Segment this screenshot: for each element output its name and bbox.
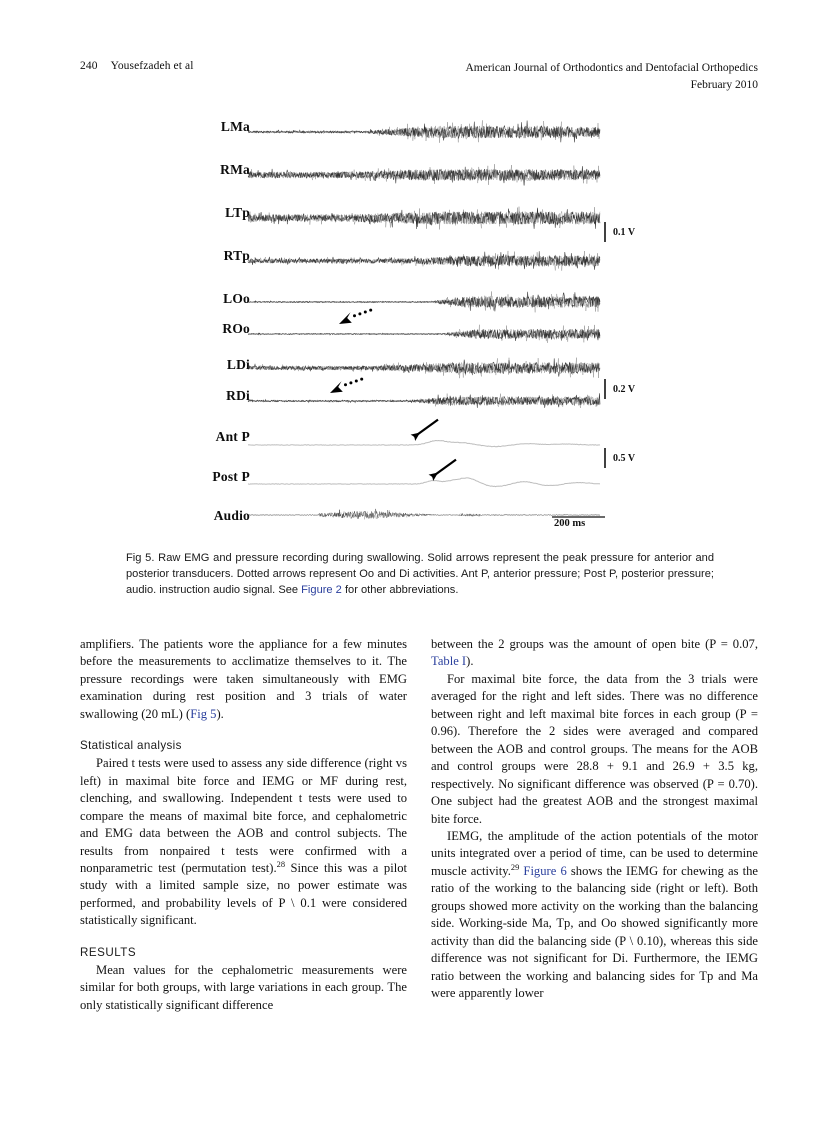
- figure-number: Fig 5.: [126, 552, 155, 564]
- caption-link-figure-2[interactable]: Figure 2: [301, 584, 342, 597]
- paragraph-continued-end: ).: [216, 706, 224, 721]
- issue-date: February 2010: [690, 79, 758, 91]
- right-column: [431, 636, 758, 1003]
- channel-label-audio: Audio: [213, 508, 250, 523]
- emg-recording-plot: [80, 112, 758, 532]
- journal-title: American Journal of Orthodontics and Dentofacial Orthopedics: [465, 62, 758, 74]
- caption-text-part2: for other abbreviations.: [341, 584, 459, 597]
- paragraph-continued: [80, 636, 407, 723]
- channel-label-rma: RMa: [220, 162, 250, 177]
- paragraph-bite-force: For maximal bite force, the data from the 3 trials were averaged for the right and left sides. There was no difference between right and left maximal bite forces in each group (P = 0.96). Therefore the 2 sides were averaged and compared between the AOB and control groups. The means for the AOB and control groups were 28.8 + 9.1 and 26.9 + 3.5 kg, respectively. No significant difference was observed (P = 0.70). One subject had the greatest AOB and the strongest maximal bite force.: [431, 671, 758, 826]
- channel-label-rtp: RTp: [223, 248, 250, 263]
- caption-text-part1: Raw EMG and pressure recording during swallowing. Solid arrows represent the peak pressure for anterior and posterior transducers. Dotted arrows represent Oo and Di activities. Ant P, anterior pressure; Post P, posterior pressure; audio. instruction audio signal. See: [126, 552, 714, 597]
- time-scale-label: 200 ms: [554, 518, 586, 529]
- figure-5: [80, 112, 758, 532]
- figure-caption: [126, 550, 714, 598]
- channel-label-lma: LMa: [220, 119, 250, 134]
- stats-text-b: Since this was a pilot study with a limited sample size, no power estimate was performed, and probability levels of P \ 0.1 were considered statistically significant.: [80, 860, 407, 928]
- voltage-scale-label-0-5v: 0.5 V: [613, 453, 636, 464]
- channel-label-loo: LOo: [223, 291, 250, 306]
- channel-label-ldi: LDi: [226, 357, 250, 372]
- paragraph-statistical-analysis: [80, 755, 407, 930]
- running-head-authors: Yousefzadeh et al: [110, 60, 194, 72]
- channel-label-rdi: RDi: [226, 388, 250, 403]
- stats-text-a: Paired t tests were used to assess any side difference (right vs left) in maximal bite force and IEMG or MF during rest, clenching, and swallowing. Independent t tests were used to compare the means of maximal bite force, and cephalometric and EMG data between the AOB and control subjects. The results from nonpaired t tests were confirmed with a nonparametric test (permutation test).: [80, 756, 407, 875]
- channel-label-roo: ROo: [222, 321, 250, 336]
- iemg-text-end: shows the IEMG for chewing as the ratio of the working to the balancing side (right or left). Both groups showed more activity on the working than the balancing side. Working-side Ma, Tp, and Oo showed significantly more activity than did the balancing side (P \ 0.10), whereas this side difference was not significant for Di. Furthermore, the IEMG ratio between the working and balancing sides for Tp and Ma were apparently lower: [431, 863, 758, 1001]
- open-bite-text-end: ).: [466, 654, 474, 669]
- page-number: 240: [80, 60, 98, 72]
- voltage-scale-label-0-1v: 0.1 V: [613, 227, 636, 238]
- reference-28[interactable]: 28: [276, 859, 285, 869]
- paragraph-continued-text: amplifiers. The patients wore the appliance for a few minutes before the measurements to acclimatize themselves to it. The pressure recordings were taken simultaneously with EMG examination during rest position and 3 trials of water swallowing (20 mL) (: [80, 637, 407, 721]
- link-fig-5[interactable]: Fig 5: [190, 706, 217, 721]
- trace-group: [248, 120, 600, 519]
- open-bite-text-start: between the 2 groups was the amount of open bite (P = 0.07,: [431, 637, 758, 651]
- running-head: [80, 60, 758, 100]
- reference-29[interactable]: 29: [510, 862, 520, 872]
- link-figure-6[interactable]: Figure 6: [519, 863, 567, 878]
- channel-label-ltp: LTp: [225, 205, 250, 220]
- voltage-scale-label-0-2v: 0.2 V: [613, 384, 636, 395]
- running-head-right: [465, 60, 758, 94]
- body-columns: [80, 636, 758, 1036]
- iemg-text-start: IEMG, the amplitude of the action potentials of the motor units integrated over a period of time, can be used to determine muscle activity.: [431, 828, 758, 878]
- channel-label-post-p: Post P: [212, 469, 250, 484]
- paragraph-results: Mean values for the cephalometric measurements were similar for both groups, with large variations in each group. The only statistically significant difference: [80, 962, 407, 1012]
- channel-label-ant-p: Ant P: [215, 429, 250, 444]
- running-head-left: [80, 60, 194, 72]
- left-column: [80, 636, 407, 1014]
- link-table-i[interactable]: Table I: [431, 654, 467, 669]
- paragraph-open-bite: [431, 636, 758, 671]
- heading-results: RESULTS: [80, 945, 137, 959]
- heading-statistical-analysis: Statistical analysis: [80, 739, 182, 753]
- paragraph-iemg: [431, 828, 758, 1003]
